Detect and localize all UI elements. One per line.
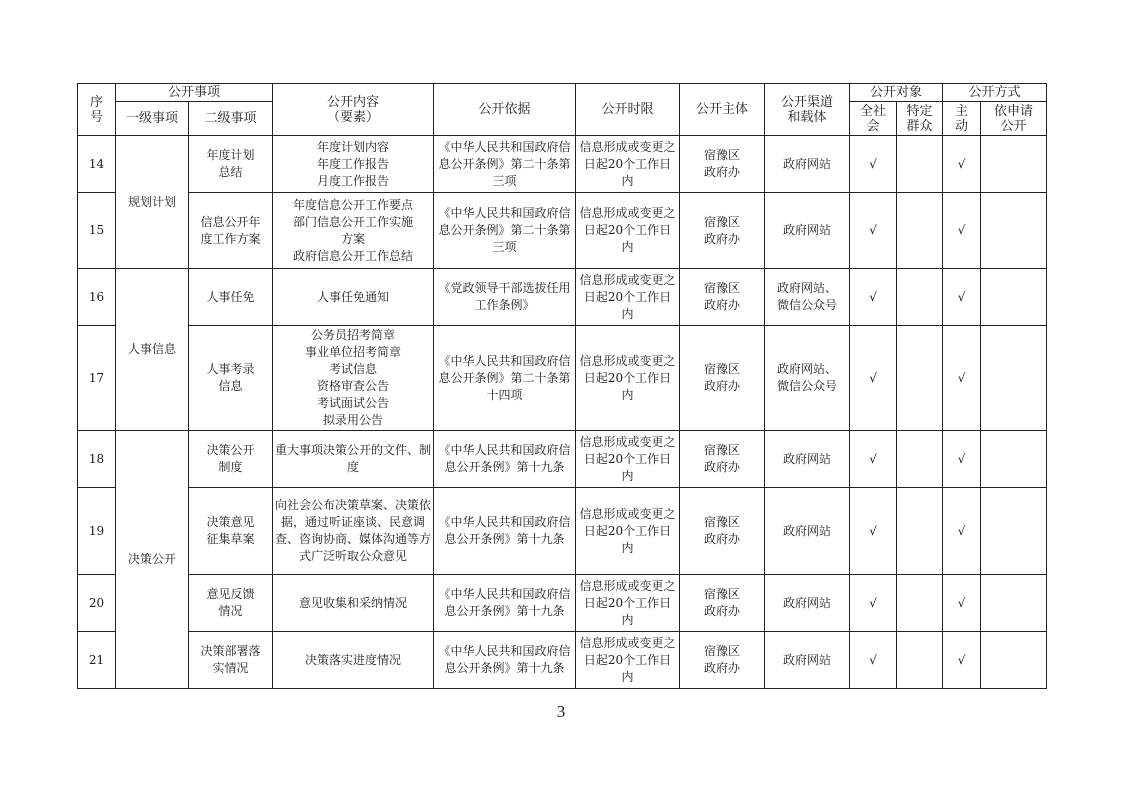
content-cell: 公务员招考简章 事业单位招考简章 考试信息 资格审查公告 考试面试公告 拟录用公告	[273, 326, 434, 431]
check-request	[981, 488, 1047, 575]
check-request	[981, 326, 1047, 431]
header-item-group: 公开事项	[116, 84, 273, 102]
level2-item: 信息公开年 度工作方案	[189, 193, 273, 269]
level1-item: 规划计划	[116, 136, 189, 269]
header-method-active: 主 动	[943, 102, 981, 136]
basis-cell: 《中华人民共和国政府信息公开条例》第十九条	[434, 431, 576, 488]
time-limit-cell: 信息形成或变更之日起20个工作日内	[576, 488, 680, 575]
row-number: 17	[78, 326, 116, 431]
basis-cell: 《中华人民共和国政府信息公开条例》第二十条第三项	[434, 193, 576, 269]
check-specific	[897, 193, 943, 269]
time-limit-cell: 信息形成或变更之日起20个工作日内	[576, 193, 680, 269]
check-active: √	[943, 193, 981, 269]
basis-cell: 《中华人民共和国政府信息公开条例》第十九条	[434, 632, 576, 689]
check-request	[981, 193, 1047, 269]
channel-cell: 政府网站	[765, 431, 850, 488]
basis-cell: 《中华人民共和国政府信息公开条例》第十九条	[434, 488, 576, 575]
channel-cell: 政府网站	[765, 193, 850, 269]
check-specific	[897, 575, 943, 632]
subject-cell: 宿豫区 政府办	[680, 488, 765, 575]
header-subject: 公开主体	[680, 84, 765, 136]
row-number: 20	[78, 575, 116, 632]
check-all: √	[850, 632, 897, 689]
table-row	[78, 269, 1047, 326]
level2-item: 决策公开 制度	[189, 431, 273, 488]
subject-cell: 宿豫区 政府办	[680, 326, 765, 431]
check-active: √	[943, 488, 981, 575]
check-request	[981, 269, 1047, 326]
header-method-group: 公开方式	[943, 84, 1047, 102]
channel-cell: 政府网站	[765, 632, 850, 689]
check-active: √	[943, 326, 981, 431]
check-request	[981, 136, 1047, 193]
header-target-specific: 特定 群众	[897, 102, 943, 136]
check-active: √	[943, 431, 981, 488]
table-row	[78, 575, 1047, 632]
subject-cell: 宿豫区 政府办	[680, 632, 765, 689]
check-all: √	[850, 575, 897, 632]
check-all: √	[850, 269, 897, 326]
content-cell: 重大事项决策公开的文件、制度	[273, 431, 434, 488]
row-number: 16	[78, 269, 116, 326]
header-channel: 公开渠道 和载体	[765, 84, 850, 136]
content-cell: 年度信息公开工作要点 部门信息公开工作实施 方案 政府信息公开工作总结	[273, 193, 434, 269]
subject-cell: 宿豫区 政府办	[680, 431, 765, 488]
time-limit-cell: 信息形成或变更之日起20个工作日内	[576, 269, 680, 326]
content-cell: 意见收集和采纳情况	[273, 575, 434, 632]
basis-cell: 《中华人民共和国政府信息公开条例》第二十条第三项	[434, 136, 576, 193]
header-level2: 二级事项	[189, 102, 273, 136]
header-seq: 序 号	[78, 84, 116, 136]
level2-item: 决策意见 征集草案	[189, 488, 273, 575]
channel-cell: 政府网站、 微信公众号	[765, 269, 850, 326]
row-number: 14	[78, 136, 116, 193]
header-target-group: 公开对象	[850, 84, 943, 102]
check-all: √	[850, 136, 897, 193]
check-active: √	[943, 632, 981, 689]
header-target-all: 全社 会	[850, 102, 897, 136]
row-number: 19	[78, 488, 116, 575]
check-request	[981, 575, 1047, 632]
check-specific	[897, 269, 943, 326]
level1-item: 人事信息	[116, 269, 189, 431]
time-limit-cell: 信息形成或变更之日起20个工作日内	[576, 326, 680, 431]
row-number: 15	[78, 193, 116, 269]
check-active: √	[943, 136, 981, 193]
level2-item: 年度计划 总结	[189, 136, 273, 193]
check-specific	[897, 632, 943, 689]
level2-item: 人事考录 信息	[189, 326, 273, 431]
check-specific	[897, 326, 943, 431]
basis-cell: 《中华人民共和国政府信息公开条例》第十九条	[434, 575, 576, 632]
disclosure-table	[77, 83, 1047, 689]
check-specific	[897, 136, 943, 193]
content-cell: 向社会公布决策草案、决策依据，通过听证座谈、民意调查、咨询协商、媒体沟通等方式广泛听取公众意见	[273, 488, 434, 575]
check-request	[981, 431, 1047, 488]
table-row	[78, 136, 1047, 193]
subject-cell: 宿豫区 政府办	[680, 136, 765, 193]
header-content: 公开内容 （要素）	[273, 84, 434, 136]
row-number: 21	[78, 632, 116, 689]
time-limit-cell: 信息形成或变更之日起20个工作日内	[576, 632, 680, 689]
check-all: √	[850, 326, 897, 431]
check-all: √	[850, 193, 897, 269]
check-specific	[897, 431, 943, 488]
content-cell: 人事任免通知	[273, 269, 434, 326]
channel-cell: 政府网站	[765, 575, 850, 632]
table-row	[78, 193, 1047, 269]
content-cell: 年度计划内容 年度工作报告 月度工作报告	[273, 136, 434, 193]
check-active: √	[943, 575, 981, 632]
check-request	[981, 632, 1047, 689]
basis-cell: 《党政领导干部选拔任用工作条例》	[434, 269, 576, 326]
header-method-request: 依申请 公开	[981, 102, 1047, 136]
level2-item: 决策部署落 实情况	[189, 632, 273, 689]
check-all: √	[850, 431, 897, 488]
header-time-limit: 公开时限	[576, 84, 680, 136]
subject-cell: 宿豫区 政府办	[680, 193, 765, 269]
subject-cell: 宿豫区 政府办	[680, 269, 765, 326]
time-limit-cell: 信息形成或变更之日起20个工作日内	[576, 575, 680, 632]
check-all: √	[850, 488, 897, 575]
level1-item: 决策公开	[116, 431, 189, 689]
check-specific	[897, 488, 943, 575]
level2-item: 意见反馈 情况	[189, 575, 273, 632]
page-number: 3	[556, 702, 566, 721]
table-row	[78, 326, 1047, 431]
table-row	[78, 488, 1047, 575]
level2-item: 人事任免	[189, 269, 273, 326]
content-cell: 决策落实进度情况	[273, 632, 434, 689]
time-limit-cell: 信息形成或变更之日起20个工作日内	[576, 431, 680, 488]
header-level1: 一级事项	[116, 102, 189, 136]
channel-cell: 政府网站	[765, 488, 850, 575]
subject-cell: 宿豫区 政府办	[680, 575, 765, 632]
table-row	[78, 431, 1047, 488]
channel-cell: 政府网站	[765, 136, 850, 193]
table-row	[78, 632, 1047, 689]
basis-cell: 《中华人民共和国政府信息公开条例》第二十条第十四项	[434, 326, 576, 431]
time-limit-cell: 信息形成或变更之日起20个工作日内	[576, 136, 680, 193]
check-active: √	[943, 269, 981, 326]
channel-cell: 政府网站、 微信公众号	[765, 326, 850, 431]
header-basis: 公开依据	[434, 84, 576, 136]
row-number: 18	[78, 431, 116, 488]
